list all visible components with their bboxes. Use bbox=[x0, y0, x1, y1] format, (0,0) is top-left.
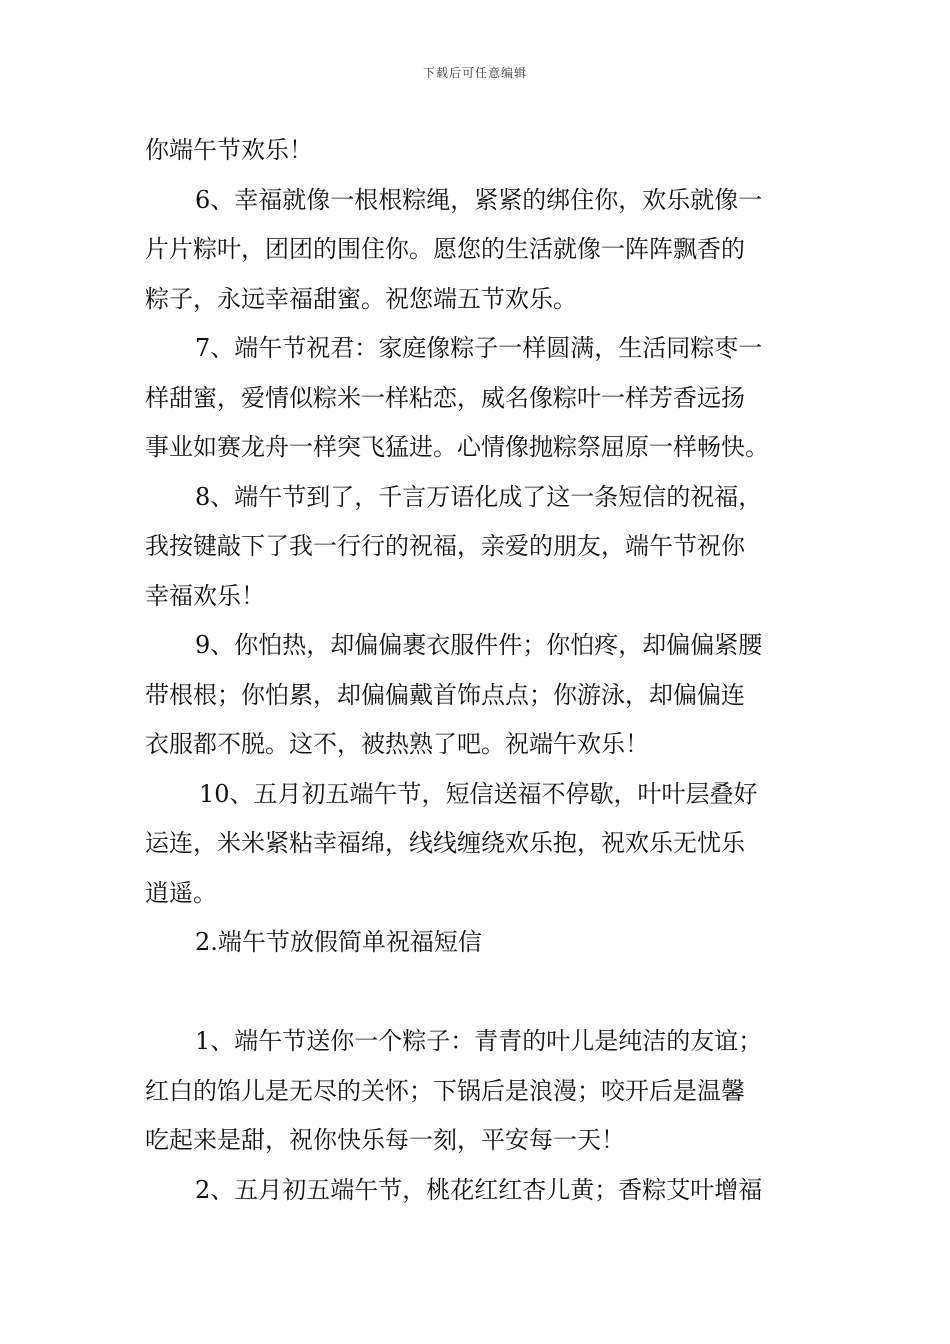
text-line: 粽子，永远幸福甜蜜。祝您端五节欢乐。 bbox=[145, 284, 577, 313]
blank-line bbox=[145, 968, 810, 1018]
paragraph bbox=[145, 126, 810, 176]
text-line: 事业如赛龙舟一样突飞猛进。心情像抛粽祭屈原一样畅快。 bbox=[145, 433, 769, 461]
document-body bbox=[145, 126, 810, 1215]
paragraph bbox=[145, 473, 810, 622]
text-line: 运连，米米紧粘幸福绵，线线缠绕欢乐抱，祝欢乐无忧乐 bbox=[145, 829, 745, 857]
text-line: 片片粽叶，团团的围住你。愿您的生活就像一阵阵飘香的 bbox=[145, 235, 745, 263]
text-line: 衣服都不脱。这不，被热熟了吧。祝端午欢乐！ bbox=[145, 730, 649, 758]
paragraph bbox=[145, 324, 810, 473]
text-line: 我按键敲下了我一行行的祝福，亲爱的朋友，端午节祝你 bbox=[145, 532, 745, 560]
paragraph bbox=[145, 176, 810, 325]
text-line: 样甜蜜，爱情似粽米一样粘恋，威名像粽叶一样芳香远扬 bbox=[145, 383, 745, 412]
heading-text: 2.端午节放假简单祝福短信 bbox=[195, 928, 482, 956]
text-line: 幸福欢乐！ bbox=[145, 581, 265, 610]
text-line: 1、端午节送你一个粽子：青青的叶儿是纯洁的友谊； bbox=[195, 1027, 763, 1055]
text-line: 2、五月初五端午节，桃花红红杏儿黄；香粽艾叶增福 bbox=[195, 1175, 763, 1204]
paragraph bbox=[145, 1017, 810, 1166]
paragraph bbox=[145, 1166, 810, 1216]
paragraph bbox=[145, 770, 810, 919]
text-line: 7、端午节祝君：家庭像粽子一样圆满，生活同粽枣一 bbox=[195, 334, 763, 362]
page-header-note: 下载后可任意编辑 bbox=[422, 66, 527, 80]
text-line: 逍遥。 bbox=[145, 878, 217, 907]
text-line: 6、幸福就像一根根粽绳，紧紧的绑住你，欢乐就像一 bbox=[195, 185, 763, 214]
text-line: 吃起来是甜，祝你快乐每一刻，平安每一天！ bbox=[145, 1126, 625, 1154]
text-line: 带根根；你怕累，却偏偏戴首饰点点；你游泳，却偏偏连 bbox=[145, 680, 745, 709]
paragraph bbox=[145, 621, 810, 770]
text-line: 9、你怕热，却偏偏裹衣服件件；你怕疼，却偏偏紧腰 bbox=[195, 631, 763, 659]
text-line: 你端午节欢乐！ bbox=[145, 136, 313, 164]
text-line: 红白的馅儿是无尽的关怀；下锅后是浪漫；咬开后是温馨 bbox=[145, 1076, 745, 1105]
text-line: 8、端午节到了，千言万语化成了这一条短信的祝福， bbox=[195, 482, 763, 511]
section-heading bbox=[145, 918, 810, 968]
text-line: 10、五月初五端午节，短信送福不停歇，叶叶层叠好 bbox=[199, 779, 758, 808]
